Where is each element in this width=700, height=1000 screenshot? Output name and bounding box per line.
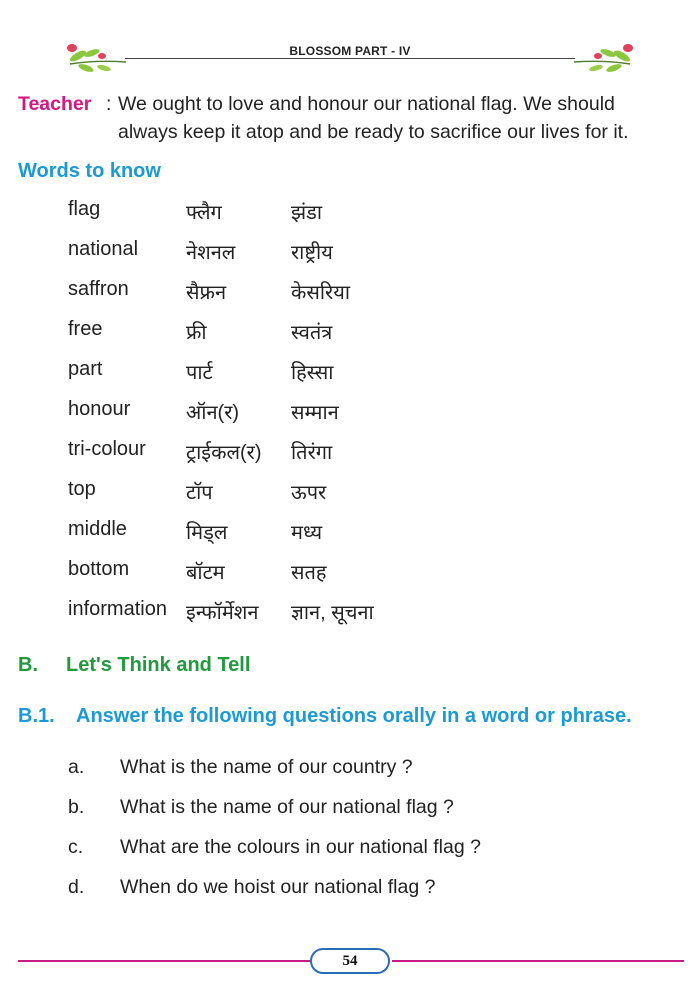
vocab-row — [68, 518, 468, 548]
vocab-hindi: हिस्सा — [291, 362, 334, 384]
vocab-english: middle — [68, 518, 127, 540]
vocab-hindi: राष्ट्रीय — [291, 242, 333, 264]
vocab-english: national — [68, 238, 139, 260]
dialogue-line: We ought to love and honour our national flag. We should — [118, 93, 615, 115]
vocab-english: part — [68, 358, 103, 380]
vocab-english: flag — [68, 198, 101, 220]
speaker-colon: : — [106, 93, 112, 115]
page-number: 54 — [310, 948, 390, 974]
vocab-hindi: तिरंगा — [291, 442, 333, 464]
vocab-pronunciation: नेशनल — [186, 242, 236, 264]
question-item — [68, 796, 588, 826]
page-footer — [0, 940, 700, 980]
vocab-hindi: मध्य — [291, 522, 323, 544]
vocab-row — [68, 198, 468, 228]
question-text: What is the name of our national flag ? — [120, 796, 454, 818]
vocab-english: saffron — [68, 278, 129, 300]
vocab-english: information — [68, 598, 167, 620]
dialogue-line: always keep it atop and be ready to sacrifice our lives for it. — [118, 121, 629, 143]
footer-rule — [392, 960, 684, 962]
question-item — [68, 756, 588, 786]
vocab-hindi: केसरिया — [291, 282, 351, 304]
vocab-hindi: झंडा — [291, 202, 322, 224]
book-title: BLOSSOM PART - IV — [289, 44, 411, 58]
question-label: c. — [68, 836, 84, 858]
vocab-row — [68, 438, 468, 468]
vocab-english: honour — [68, 398, 131, 420]
vocab-pronunciation: टॉप — [186, 482, 213, 504]
section-number: B. — [18, 654, 38, 676]
vocab-pronunciation: बॉटम — [186, 562, 225, 584]
vocab-hindi: सम्मान — [291, 402, 339, 424]
vocab-hindi: ऊपर — [291, 482, 327, 504]
vocab-english: top — [68, 478, 96, 500]
page-header — [0, 30, 700, 80]
vocab-pronunciation: ट्राईकल(र) — [186, 442, 262, 464]
vocab-pronunciation: इन्फॉर्मेशन — [186, 602, 259, 624]
vocab-hindi: सतह — [291, 562, 327, 584]
words-to-know-heading: Words to know — [18, 160, 161, 182]
question-label: b. — [68, 796, 85, 818]
vocab-row — [68, 358, 468, 388]
vocab-hindi: ज्ञान, सूचना — [291, 602, 374, 624]
vocab-pronunciation: फ्लैग — [186, 202, 222, 224]
vocab-row — [68, 478, 468, 508]
vocab-row — [68, 238, 468, 268]
question-label: d. — [68, 876, 85, 898]
footer-rule — [18, 960, 310, 962]
vocab-row — [68, 278, 468, 308]
vocab-row — [68, 398, 468, 428]
vocab-row — [68, 318, 468, 348]
question-label: a. — [68, 756, 85, 778]
vocab-row — [68, 558, 468, 588]
question-text: What are the colours in our national flag ? — [120, 836, 481, 858]
question-item — [68, 836, 588, 866]
vocab-row — [68, 598, 468, 628]
vocab-pronunciation: मिड्ल — [186, 522, 228, 544]
section-title: Let's Think and Tell — [66, 654, 251, 676]
vocab-english: tri-colour — [68, 438, 146, 460]
section-title: Answer the following questions orally in a word or phrase. — [76, 705, 632, 727]
vocab-english: bottom — [68, 558, 130, 580]
header-rule — [125, 58, 575, 59]
vocab-pronunciation: सैफ्रन — [186, 282, 227, 304]
vocab-pronunciation: ऑन(र) — [186, 402, 240, 424]
vocab-english: free — [68, 318, 103, 340]
question-text: When do we hoist our national flag ? — [120, 876, 436, 898]
question-text: What is the name of our country ? — [120, 756, 413, 778]
section-number: B.1. — [18, 705, 55, 727]
vocab-pronunciation: पार्ट — [186, 362, 213, 384]
speaker-label: Teacher — [18, 93, 92, 115]
vocab-pronunciation: फ्री — [186, 322, 207, 344]
question-item — [68, 876, 588, 906]
vocab-hindi: स्वतंत्र — [291, 322, 333, 344]
